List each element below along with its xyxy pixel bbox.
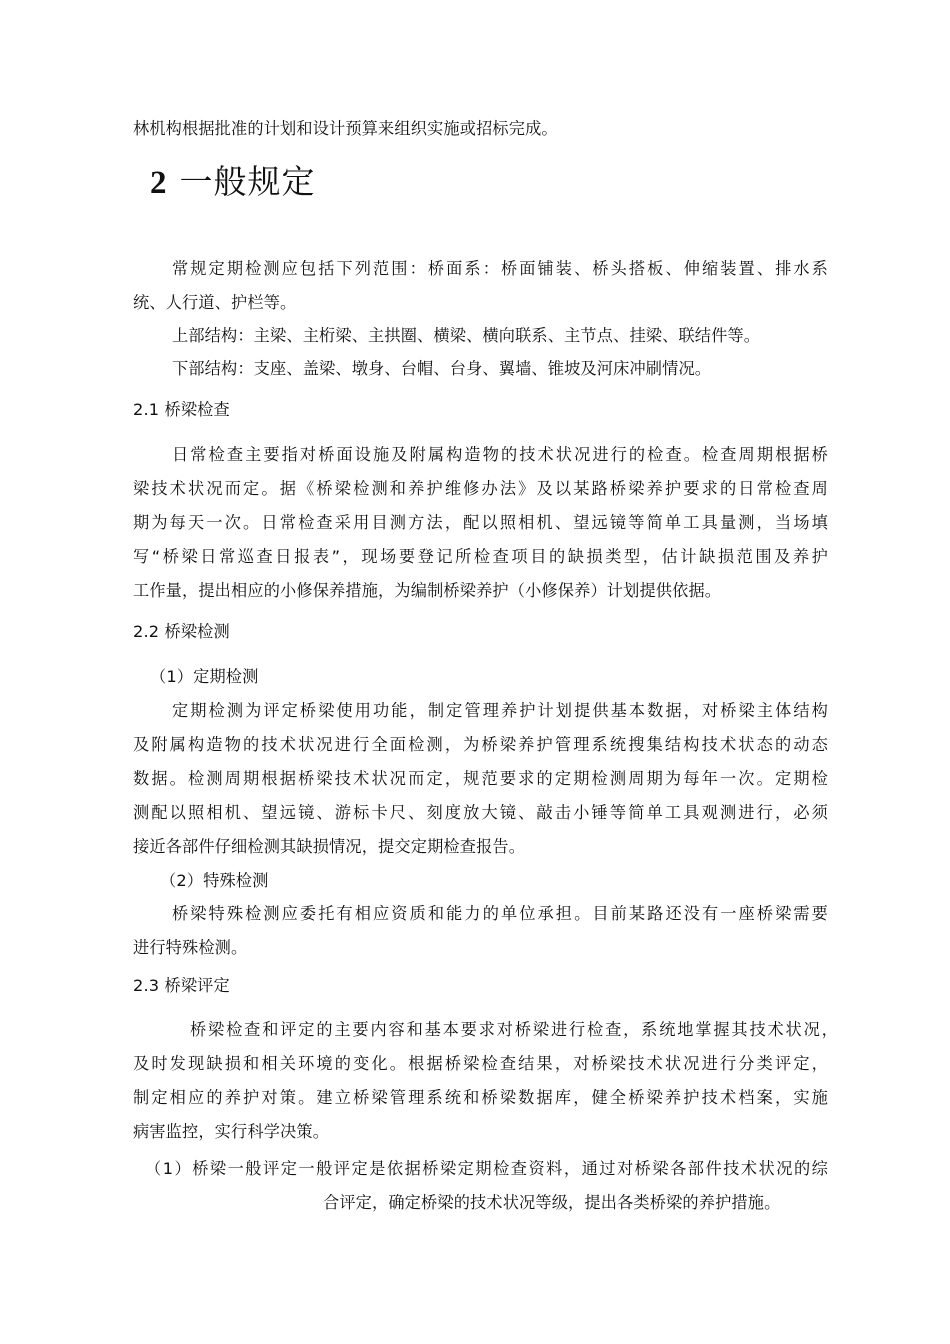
periodic-line-2: 及附属构造物的技术状况进行全面检测，为桥梁养护管理系统搜集结构技术状态的动态 [133, 735, 828, 754]
section-2-3-line-3: 制定相应的养护对策。建立桥梁管理系统和桥梁数据库，健全桥梁养护技术档案，实施 [133, 1088, 828, 1107]
section-2-3-line-2: 及时发现缺损和相关环境的变化。根据桥梁检查结果，对桥梁技术状况进行分类评定， [133, 1054, 828, 1073]
chapter-heading [150, 160, 316, 205]
section-2-1-line-5: 工作量，提出相应的小修保养措施，为编制桥梁养护（小修保养）计划提供依据。 [133, 581, 722, 600]
chapter-number: 2 [150, 165, 168, 201]
section-2-1-title: 2.1 桥梁检查 [133, 400, 230, 419]
periodic-line-1: 定期检测为评定桥梁使用功能，制定管理养护计划提供基本数据，对桥梁主体结构 [172, 701, 828, 720]
section-2-1-line-3: 期为每天一次。日常检查采用目测方法，配以照相机、望远镜等简单工具量测，当场填 [133, 513, 828, 532]
special-inspection-title: （2）特殊检测 [160, 871, 269, 890]
general-evaluation-line-2: 合评定，确定桥梁的技术状况等级，提出各类桥梁的养护措施。 [323, 1193, 781, 1212]
section-2-3-title: 2.3 桥梁评定 [133, 976, 230, 995]
section-2-3-line-1: 桥梁检查和评定的主要内容和基本要求对桥梁进行检查，系统地掌握其技术状况， [190, 1020, 838, 1039]
scope-line-2: 统、人行道、护栏等。 [133, 293, 297, 312]
special-line-1: 桥梁特殊检测应委托有相应资质和能力的单位承担。目前某路还没有一座桥梁需要 [172, 904, 828, 923]
section-2-1-line-2: 梁技术状况而定。据《桥梁检测和养护维修办法》及以某路桥梁养护要求的日常检查周 [133, 479, 828, 498]
periodic-line-5: 接近各部件仔细检测其缺损情况，提交定期检查报告。 [133, 837, 526, 856]
substructure-line: 下部结构：支座、盖梁、墩身、台帽、台身、翼墙、锥坡及河床冲刷情况。 [172, 359, 712, 378]
periodic-line-4: 测配以照相机、望远镜、游标卡尺、刻度放大镜、敲击小锤等简单工具观测进行，必须 [133, 803, 828, 822]
superstructure-line: 上部结构：主梁、主桁梁、主拱圈、横梁、横向联系、主节点、挂梁、联结件等。 [172, 326, 761, 345]
section-2-2-title: 2.2 桥梁检测 [133, 622, 230, 641]
periodic-inspection-title: （1）定期检测 [150, 667, 259, 686]
scope-line-1: 常规定期检测应包括下列范围：桥面系：桥面铺装、桥头搭板、伸缩装置、排水系 [172, 259, 828, 278]
section-2-1-line-4: 写“桥梁日常巡查日报表”，现场要登记所检查项目的缺损类型，估计缺损范围及养护 [133, 547, 828, 566]
general-evaluation-line-1: （1）桥梁一般评定一般评定是依据桥梁定期检查资料，通过对桥梁各部件技术状况的综 [145, 1159, 828, 1178]
section-2-1-line-1: 日常检查主要指对桥面设施及附属构造物的技术状况进行的检查。检查周期根据桥 [172, 445, 828, 464]
chapter-title: 一般规定 [179, 162, 316, 201]
special-line-2: 进行特殊检测。 [133, 938, 248, 957]
periodic-line-3: 数据。检测周期根据桥梁技术状况而定，规范要求的定期检测周期为每年一次。定期检 [133, 769, 828, 788]
intro-tail-text: 林机构根据批准的计划和设计预算来组织实施或招标完成。 [133, 119, 558, 138]
section-2-3-line-4: 病害监控，实行科学决策。 [133, 1122, 330, 1141]
